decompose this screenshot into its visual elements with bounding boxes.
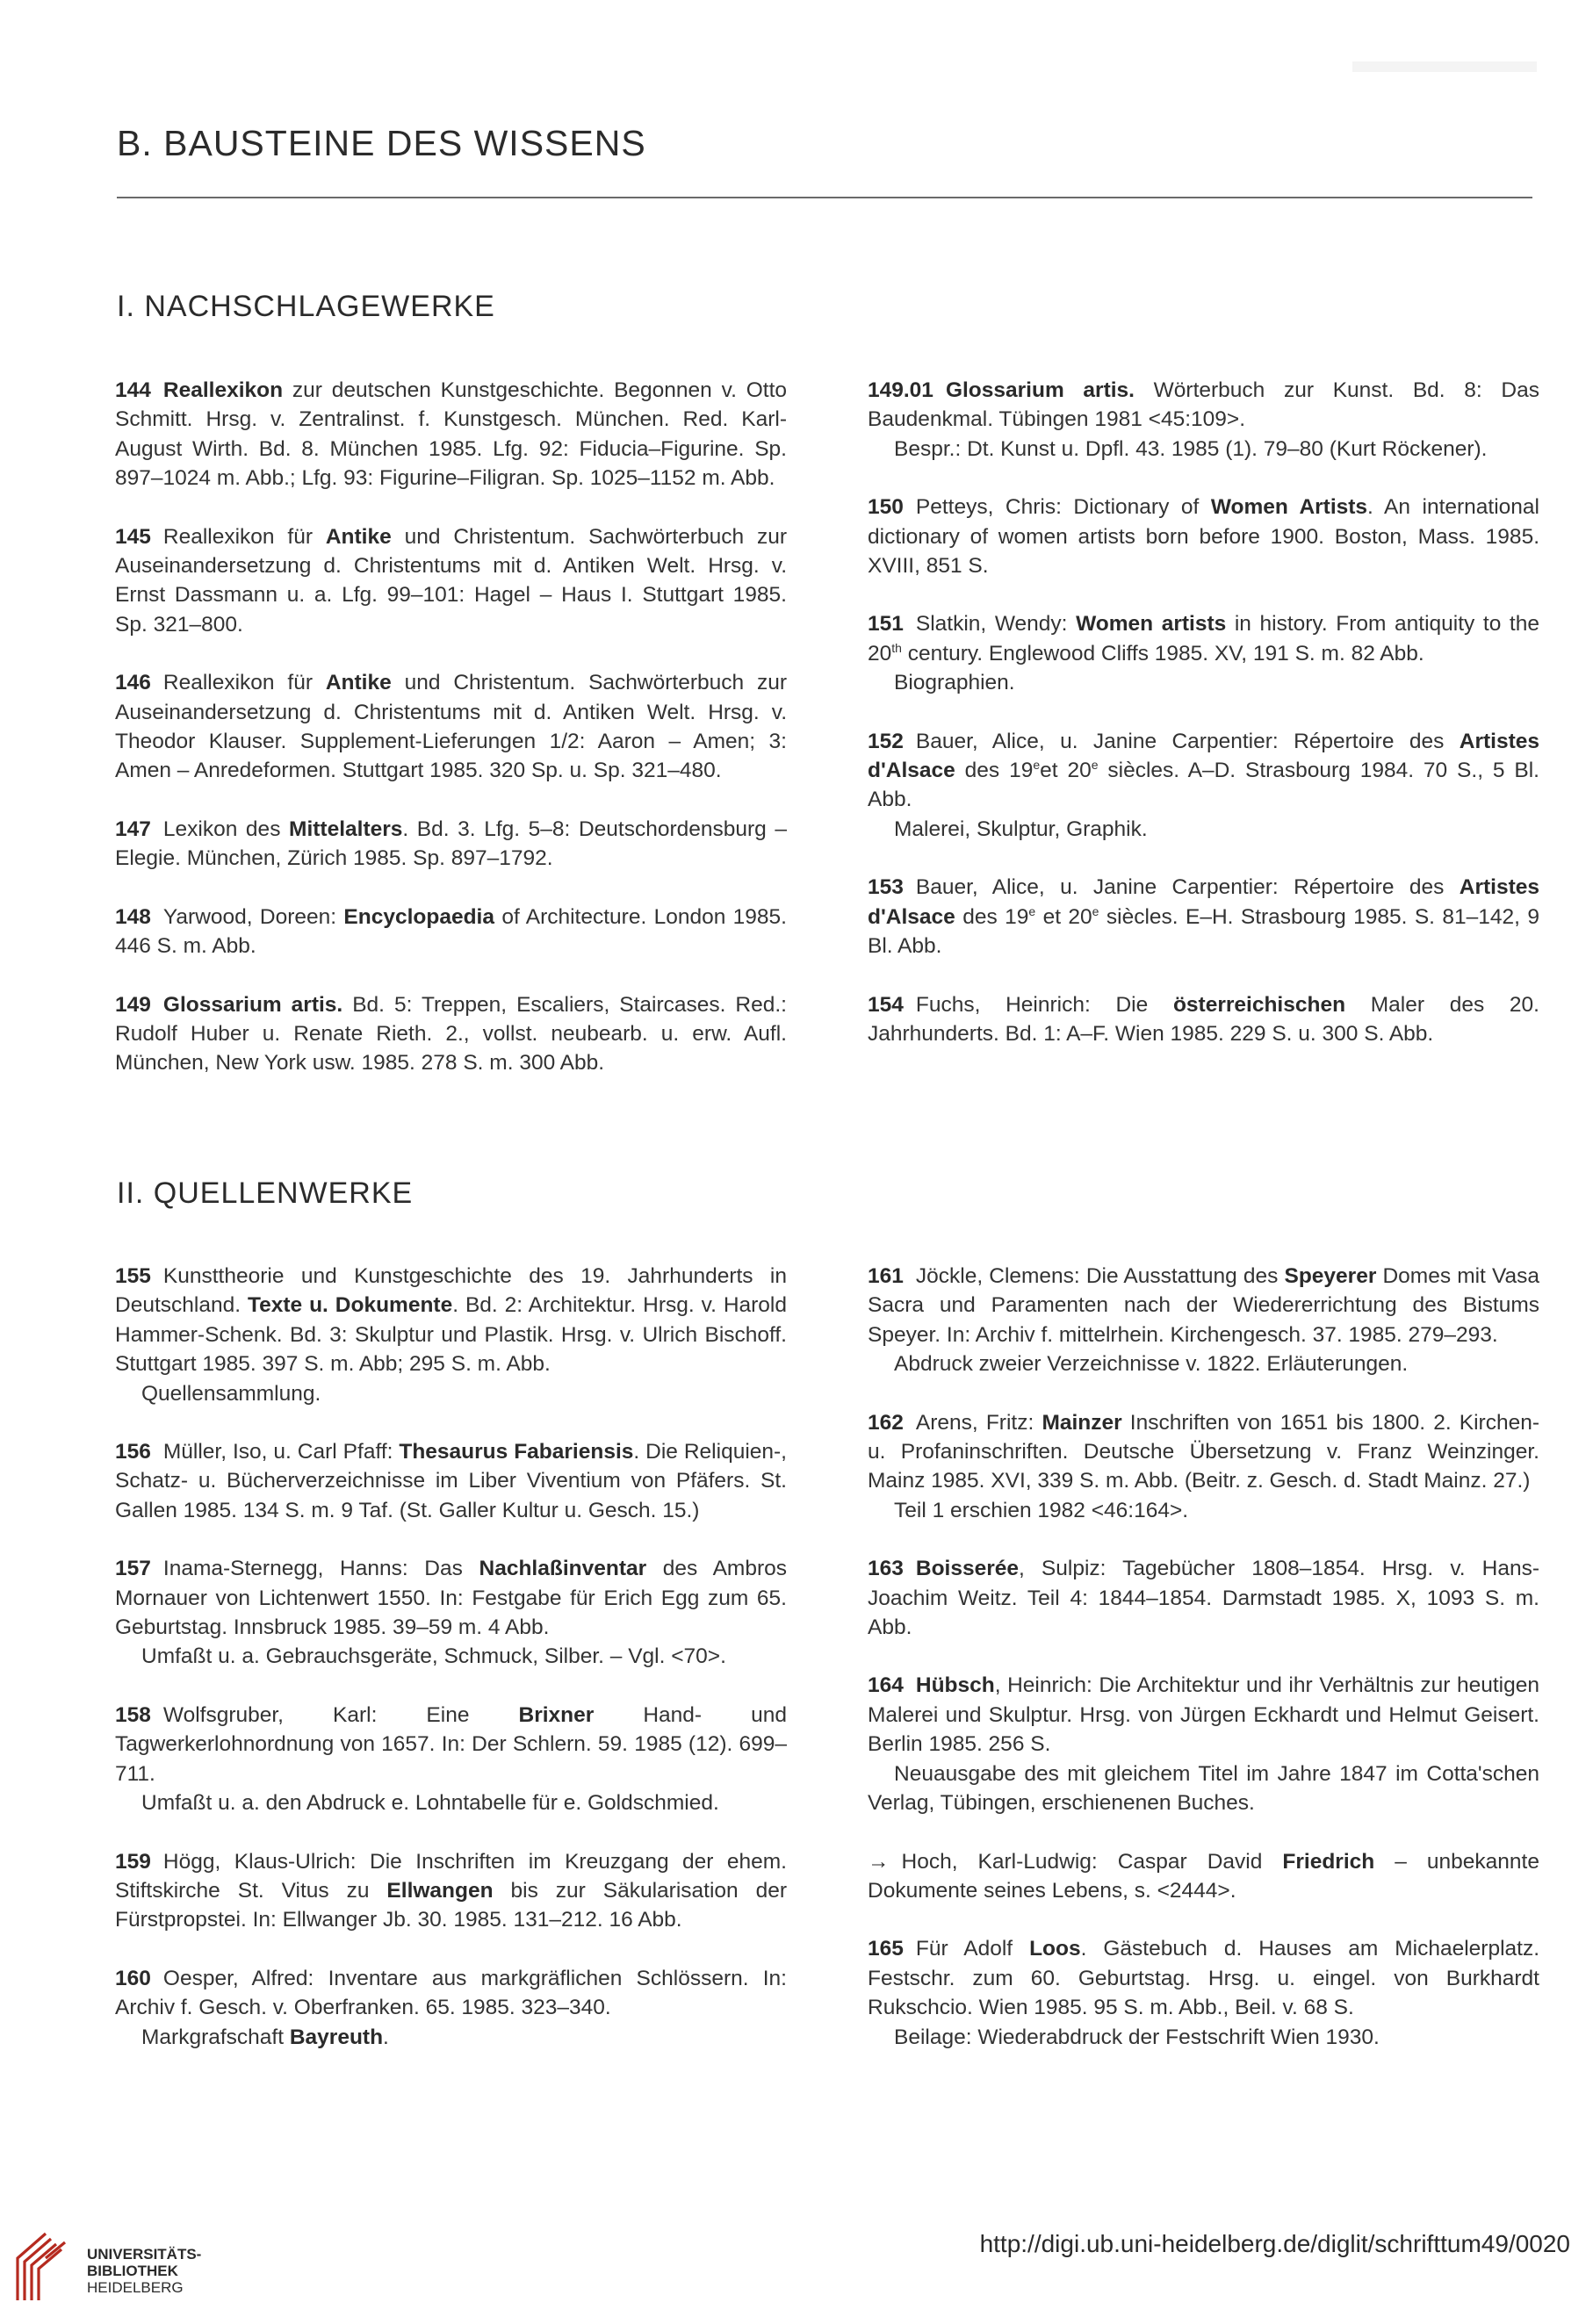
- entry-note: Beilage: Wiederabdruck der Festschrift Wien 1930.: [894, 2025, 1380, 2049]
- section-title-nachschlagewerke: I. NACHSCHLAGEWERKE: [117, 290, 495, 323]
- entry-number: 165: [868, 1937, 904, 1961]
- logo-line-1: UNIVERSITÄTS-: [87, 2246, 202, 2263]
- entry-text: Wörterbuch zur Kunst. Bd. 8: Das Baudenkmal. Tübingen 1981 <45:109>.: [868, 378, 1539, 432]
- entry-citation: [868, 1934, 1539, 2022]
- entry-text: Markgrafschaft: [141, 2025, 290, 2049]
- entry-text: Slatkin, Wendy:: [915, 612, 1077, 637]
- bibliography-entry: [868, 1554, 1539, 1642]
- entry-text: . Bd. 3. Lfg. 5–8: Deutschordensburg – Elegie. München, Zürich 1985. Sp. 897–1792.: [115, 817, 788, 871]
- logo-line-2: BIBLIOTHEK: [87, 2263, 178, 2279]
- keyword: Texte u. Dokumente: [247, 1293, 453, 1318]
- entry-citation: [115, 990, 787, 1078]
- bleed-through-mark: [1352, 61, 1537, 72]
- bibliography-entry: [868, 990, 1539, 1049]
- entry-citation: [868, 493, 1539, 580]
- keyword: Loos: [1029, 1937, 1081, 1961]
- entry-text: century. Englewood Cliffs 1985. XV, 191 S. m. 82 Abb.: [901, 641, 1424, 666]
- keyword: Glossarium artis.: [162, 992, 343, 1017]
- bibliography-entry: [115, 1554, 787, 1672]
- entry-note: Umfaßt u. a. den Abdruck e. Lohntabelle für e. Goldschmied.: [141, 1791, 719, 1816]
- entry-text: Hand- und Tagwerkerlohnordnung von 1657. In: Der Schlern. 59. 1985 (12). 699–711.: [115, 1702, 787, 1786]
- entry-note: Teil 1 erschien 1982 <46:164>.: [894, 1498, 1189, 1522]
- entry-citation: [115, 1701, 787, 1788]
- entry-text: Wolfsgruber, Karl: Eine: [162, 1702, 519, 1727]
- keyword: Antike: [325, 671, 392, 695]
- keyword: Glossarium artis.: [945, 378, 1135, 402]
- bibliography-entry: [868, 1671, 1539, 1817]
- entry-citation: [868, 873, 1539, 961]
- chapter-title: B. BAUSTEINE DES WISSENS: [117, 123, 646, 163]
- entry-text: . Gästebuch d. Hauses am Michaelerplatz. Festschr. zum 60. Geburtstag. Hrsg. u. eingel. von Burkhardt Rukschcio. Wien 1985. 95 S. m. Abb., Beil. v. 68 S.: [868, 1937, 1539, 2020]
- entry-citation: [868, 609, 1539, 668]
- keyword: Artistes d'Alsace: [868, 729, 1539, 783]
- library-logo[interactable]: [11, 2223, 239, 2306]
- entry-citation: [115, 1847, 787, 1935]
- entry-citation: [868, 1262, 1539, 1349]
- entry-text: – unbekannte Dokumente seines Lebens, s. <2444>.: [868, 1849, 1539, 1903]
- logo-line-3: HEIDELBERG: [87, 2279, 184, 2296]
- entry-text: Maler des 20. Jahrhunderts. Bd. 1: A–F. Wien 1985. 229 S. u. 300 S. Abb.: [868, 992, 1539, 1046]
- entry-citation: [115, 1554, 787, 1642]
- entry-number: 149.01: [868, 378, 933, 402]
- entry-note: Abdruck zweier Verzeichnisse v. 1822. Erläuterungen.: [894, 1352, 1409, 1377]
- entry-text: Reallexikon für: [162, 671, 326, 695]
- section2-right-column: [868, 1262, 1539, 2081]
- entry-number: 160: [115, 1966, 151, 1990]
- entry-citation: [115, 903, 787, 961]
- keyword: Friedrich: [1282, 1849, 1375, 1874]
- section1-right-column: [868, 376, 1539, 1077]
- bibliography-entry: [115, 668, 787, 786]
- entry-text: zur deutschen Kunstgeschichte. Begonnen v. Otto Schmitt. Hrsg. v. Zentralinst. f. Kunstgesch. München. Red. Karl-August Wirth. Bd. 8. München 1985. Lfg. 92: Fiducia–Figurine. Sp. 897–1024 m. Abb.; Lfg. 93: Figurine–Filigran. Sp. 1025–1152 m. Abb.: [115, 378, 787, 491]
- entry-number: 148: [115, 904, 151, 929]
- entry-text: Reallexikon für: [162, 524, 326, 549]
- entry-text: , Sulpiz: Tagebücher 1808–1854. Hrsg. v. Hans-Joachim Weitz. Teil 4: 1844–1854. Darmstadt 1985. X, 1093 S. m. Abb.: [868, 1557, 1539, 1640]
- keyword: Bayreuth: [289, 2025, 384, 2049]
- entry-text: Oesper, Alfred: Inventare aus markgräflichen Schlössern. In: Archiv f. Gesch. v. Oberfranken. 65. 1985. 323–340.: [115, 1966, 787, 2020]
- title-divider: [117, 197, 1532, 198]
- entry-note: Neuausgabe des mit gleichem Titel im Jahre 1847 im Cotta'schen Verlag, Tübingen, erschienenen Buches.: [868, 1761, 1539, 1816]
- entry-text: siècles. E–H. Strasbourg 1985. S. 81–142, 9 Bl. Abb.: [868, 904, 1539, 959]
- entry-text: et 20: [1035, 904, 1092, 929]
- bibliography-entry: [868, 493, 1539, 580]
- library-logo-text: [87, 2246, 201, 2296]
- superscript: e: [1033, 757, 1041, 772]
- entry-text: , Heinrich: Die Architektur und ihr Verhältnis zur heutigen Malerei und Skulptur. Hrsg. von Jürgen Eckhardt und Helmut Geisert. Berlin 1985. 256 S.: [868, 1673, 1539, 1757]
- entry-text: des 19: [955, 904, 1029, 929]
- entry-citation: [868, 1554, 1539, 1642]
- entry-text: des Ambros Mornauer von Lichtenwert 1550. In: Festgabe für Erich Egg zum 65. Geburtstag. Innsbruck 1985. 39–59 m. 4 Abb.: [115, 1557, 787, 1640]
- entry-text: des 19: [955, 759, 1034, 783]
- entry-number: 154: [868, 992, 904, 1017]
- keyword: Ellwangen: [386, 1878, 494, 1903]
- entry-citation: [115, 815, 787, 874]
- entry-number: 149: [115, 992, 151, 1017]
- entry-text: Jöckle, Clemens: Die Ausstattung des: [915, 1264, 1285, 1288]
- entry-text: Bd. 5: Treppen, Escaliers, Staircases. Red.: Rudolf Huber u. Renate Rieth. 2., vollst. neubearb. u. erw. Aufl. München, New York usw. 1985. 278 S. m. 300 Abb.: [115, 992, 787, 1076]
- section1-left-column: [115, 376, 787, 1107]
- entry-number: 150: [868, 495, 904, 520]
- bibliography-entry: [115, 376, 787, 493]
- entry-citation: [868, 727, 1539, 815]
- source-url-link[interactable]: http://digi.ub.uni-heidelberg.de/diglit/schrifttum49/0020: [979, 2230, 1570, 2257]
- entry-number: 145: [115, 524, 151, 549]
- entry-number: 153: [868, 875, 904, 900]
- bibliography-entry: [868, 1934, 1539, 2052]
- entry-note: Bespr.: Dt. Kunst u. Dpfl. 43. 1985 (1). 79–80 (Kurt Röckener).: [894, 436, 1488, 461]
- entry-number: 163: [868, 1557, 904, 1581]
- keyword: Hübsch: [915, 1673, 995, 1698]
- entry-number: 159: [115, 1849, 151, 1874]
- keyword: Women artists: [1076, 612, 1227, 637]
- entry-text: et 20: [1040, 759, 1092, 783]
- entry-text: Bauer, Alice, u. Janine Carpentier: Répertoire des: [915, 729, 1460, 753]
- entry-text: Inama-Sternegg, Hanns: Das: [162, 1557, 479, 1581]
- entry-citation: [115, 522, 787, 640]
- entry-text: . An international dictionary of women artists born before 1900. Boston, Mass. 1985. XVIII, 851 S.: [868, 495, 1539, 579]
- entry-text: Arens, Fritz:: [915, 1410, 1042, 1435]
- keyword: Women Artists: [1210, 495, 1368, 520]
- superscript: e: [1092, 903, 1099, 918]
- keyword: Thesaurus Fabariensis: [399, 1440, 634, 1464]
- section-title-quellenwerke: II. QUELLENWERKE: [117, 1176, 414, 1210]
- superscript: e: [1028, 903, 1036, 918]
- bibliography-entry: [115, 815, 787, 874]
- bibliography-entry: [868, 1408, 1539, 1526]
- entry-text: siècles. A–D. Strasbourg 1984. 70 S., 5 Bl. Abb.: [868, 759, 1539, 812]
- bibliography-entry: [868, 1847, 1539, 1906]
- entry-number: 151: [868, 612, 904, 637]
- entry-text: of Architecture. London 1985. 446 S. m. Abb.: [115, 904, 787, 959]
- bibliography-entry: [115, 1964, 787, 2052]
- bibliography-entry: [115, 1701, 787, 1818]
- keyword: Speyerer: [1284, 1264, 1377, 1288]
- entry-text: und Christentum. Sachwörterbuch zur Auseinandersetzung d. Christentums mit d. Antiken Welt. Hrsg. v. Theodor Klauser. Supplement-Lieferungen 1/2: Aaron – Amen; 3: Amen – Anredeformen. Stuttgart 1985. 320 Sp. u. Sp. 321–480.: [115, 671, 788, 783]
- entry-text: Yarwood, Doreen:: [162, 904, 344, 929]
- bibliography-entry: [868, 873, 1539, 961]
- entry-citation: [868, 1408, 1539, 1496]
- entry-number: 156: [115, 1440, 151, 1464]
- keyword: Brixner: [518, 1702, 595, 1727]
- entry-text: . Bd. 2: Architektur. Hrsg. v. Harold Hammer-Schenk. Bd. 3: Skulptur und Plastik. Hrsg. v. Ulrich Bischoff. Stuttgart 1985. 397 S. m. Abb; 295 S. m. Abb.: [115, 1293, 788, 1377]
- entry-note: Biographien.: [894, 671, 1015, 695]
- entry-text: Lexikon des: [162, 817, 290, 841]
- entry-number: 146: [115, 671, 151, 695]
- bibliography-entry: [115, 1437, 787, 1525]
- bibliography-entry: [868, 727, 1539, 845]
- bibliography-entry: [115, 1847, 787, 1935]
- entry-text: Högg, Klaus-Ulrich: Die Inschriften im Kreuzgang der ehem. Stiftskirche St. Vitus zu: [115, 1849, 787, 1903]
- entry-citation: [868, 990, 1539, 1049]
- entry-citation: [868, 1847, 1539, 1906]
- entry-text: Inschriften von 1651 bis 1800. 2. Kirchen- u. Profaninschriften. Deutsche Übersetzung v. Franz Weinzinger. Mainz 1985. XVI, 339 S. m. Abb. (Beitr. z. Gesch. d. Stadt Mainz. 27.): [868, 1410, 1540, 1493]
- entry-text: bis zur Säkularisation der Fürstpropstei. In: Ellwanger Jb. 30. 1985. 131–212. 16 Abb.: [115, 1878, 787, 1932]
- entry-note: [115, 2023, 787, 2052]
- bibliography-entry: [115, 1262, 787, 1408]
- library-logo-icon: [11, 2223, 72, 2306]
- keyword: Encyclopaedia: [343, 904, 494, 929]
- entry-number: 157: [115, 1557, 151, 1581]
- keyword: Reallexikon: [162, 378, 284, 402]
- keyword: österreichischen: [1172, 992, 1346, 1017]
- entry-text: Für Adolf: [915, 1937, 1030, 1961]
- entry-note: Quellensammlung.: [141, 1381, 321, 1406]
- entry-text: Bauer, Alice, u. Janine Carpentier: Répertoire des: [915, 875, 1460, 900]
- keyword: Boisserée: [915, 1557, 1020, 1581]
- bibliography-entry: [868, 1262, 1539, 1379]
- keyword: Antike: [325, 524, 392, 549]
- entry-number: 152: [868, 729, 904, 753]
- superscript: e: [1091, 757, 1099, 772]
- entry-text: Fuchs, Heinrich: Die: [915, 992, 1173, 1017]
- keyword: Mainzer: [1042, 1410, 1122, 1435]
- entry-text: . Die Reliquien-, Schatz- u. Bücherverzeichnisse im Liber Viventium von Pfäfers. St. Gallen 1985. 134 S. m. 9 Taf. (St. Galler Kultur u. Gesch. 15.): [115, 1440, 787, 1522]
- entry-number: 162: [868, 1410, 904, 1435]
- entry-text: Müller, Iso, u. Carl Pfaff:: [162, 1440, 400, 1464]
- entry-number: →: [868, 1849, 890, 1874]
- entry-number: 147: [115, 817, 151, 841]
- entry-text: Petteys, Chris: Dictionary of: [915, 495, 1211, 520]
- entry-citation: [115, 1964, 787, 2023]
- superscript: th: [891, 640, 902, 655]
- entry-text: und Christentum. Sachwörterbuch zur Auseinandersetzung d. Christentums mit d. Antiken Welt. Hrsg. v. Ernst Dassmann u. a. Lfg. 99–101: Hagel – Haus I. Stuttgart 1985. Sp. 321–800.: [115, 524, 788, 637]
- entry-number: 164: [868, 1673, 904, 1698]
- entry-note: Malerei, Skulptur, Graphik.: [894, 817, 1148, 841]
- entry-citation: [868, 376, 1539, 435]
- entry-citation: [115, 376, 787, 493]
- section2-left-column: [115, 1262, 787, 2081]
- bibliography-entry: [115, 990, 787, 1078]
- entry-text: Domes mit Vasa Sacra und Paramenten nach der Wiedererrichtung des Bistums Speyer. In: Archiv f. mittelrhein. Kirchengesch. 37. 1985. 279–293.: [868, 1264, 1539, 1347]
- entry-citation: [115, 1437, 787, 1525]
- bibliography-entry: [868, 376, 1539, 464]
- entry-text: Hoch, Karl-Ludwig: Caspar David: [901, 1849, 1283, 1874]
- bibliography-entry: [115, 522, 787, 640]
- entry-citation: [115, 1262, 787, 1379]
- keyword: Nachlaßinventar: [479, 1557, 647, 1581]
- entry-number: 155: [115, 1264, 151, 1288]
- bibliography-entry: [868, 609, 1539, 697]
- keyword: Artistes d'Alsace: [868, 875, 1539, 929]
- entry-text: in history. From antiquity to the 20: [868, 612, 1539, 666]
- entry-citation: [868, 1671, 1539, 1759]
- entry-text: .: [383, 2025, 389, 2049]
- keyword: Mittelalters: [289, 817, 403, 841]
- entry-text: Kunsttheorie und Kunstgeschichte des 19. Jahrhunderts in Deutschland.: [115, 1264, 787, 1318]
- entry-note: Umfaßt u. a. Gebrauchsgeräte, Schmuck, Silber. – Vgl. <70>.: [141, 1644, 726, 1669]
- bibliography-entry: [115, 903, 787, 961]
- entry-number: 144: [115, 378, 151, 402]
- entry-number: 161: [868, 1264, 904, 1288]
- entry-citation: [115, 668, 787, 786]
- entry-number: 158: [115, 1702, 151, 1727]
